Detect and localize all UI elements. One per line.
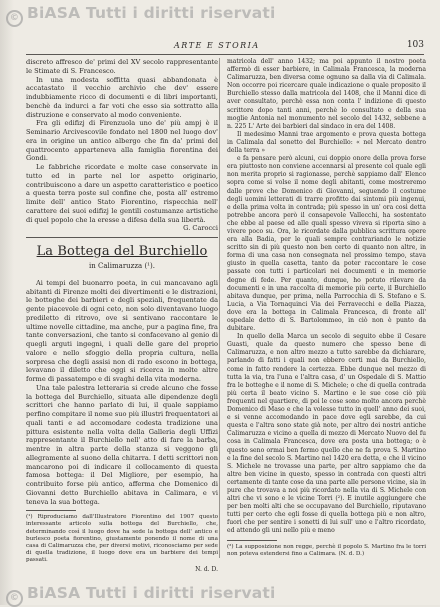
section-subtitle: in Calimaruzza (¹). [89, 262, 155, 270]
footnote: (²) La supposizione non regge, perchè il popolo S. Martino fra le torri non poteva estendersi fino a Calimara. (N. d. D.) [227, 543, 426, 557]
right-column [219, 58, 426, 558]
paragraph: matricola dell' anno 1432; ma poi appunto il nostro poeta affermò di esser barbiere, in Calimala Francesca, la moderna Calimaruzza, ben diversa come ognuno sa dalla via di Calimala. Non occorre poi ricercare quale indicazione o quale proposito il Burchiello stesso dalla matricola del 1408, che il Manni dice di aver consultato, perchè essa non conta l' indizione di questo scrittore dopo tanti anni, perchè lo consultato e della sua moglie Antonia nel monumento nel secolo del 1432, sebbene a n. 225 L' Arte dei barbieri dal sindaco in era del 1408. [227, 58, 426, 130]
watermark-bottom: © BiASA Tutti i diritti riservati [6, 584, 276, 607]
paragraph: discreto affresco de' primi del XV secolo rappresentante le Stimate di S. Francesco. [26, 58, 218, 75]
running-header [26, 40, 424, 55]
author-signature: G. Carocci [183, 224, 218, 233]
editor-initials: N. d. D. [195, 565, 218, 573]
section-title: La Bottega del Burchiello [36, 244, 208, 259]
section-divider [26, 237, 218, 238]
paragraph: In una modesta soffitta quasi abbandonata è accatastato il vecchio archivio che dev' essere indubbiamente ricco di documenti e di libri importanti, benchè da indurci a far voti che esso sia sottratto alla distruzione e conservato al modo conveniente. [26, 75, 218, 119]
page-number: 103 [406, 40, 424, 50]
left-column [26, 58, 218, 574]
paragraph: Una tale palestra letteraria si crede alcuno che fosse la bottega del Burchiello, situata alle dipendenze degli scrittori che hanno parlato di lui, il quale sappiamo perfino compitare il nome suo più illustri frequentatori ai quali tanti e ad accomodare codesta tradizione una pittura esistente nella volta della Galleria degli Uffizi rappresentante il Burchiello nell' atto di fare la barba, mentre in altra parte della stanza si veggono gli allegramente al suono della chitarra. I detti scrittori non mancarono poi di indicare il collocamento di questa famosa bottega: il Del Migliore, per esempio, ha contribuito forse più antico, afferma che Domenico di Giovanni detto Burchiello abitava in Calimara, e vi teneva la sua bottega. [26, 383, 218, 506]
paragraph: Ai tempi del buonarro poeta, in cui mancavano agli abitanti di Firenze molti dei divertimenti e le distrazioni, le botteghe dei barbieri e degli speziali, frequentate da gente piacevole di ogni ceto, non solo diventavano luogo prediletto di ritrovo, ove si sentivano raccontare le ultime novelle cittadine, ma anche, pur a pagina fine, fra tante conversazioni, che tanto si confacevano al genio di quegli arguti ingegni, i quali delle gare del proprio valore e nello sfoggio della propria cultura, nella sorpresa che degli assisi non di rado escono in bottega, levavano il diletto che oggi si ricerca in molte altre forme di passatempo e di svaghi della vita moderna. [26, 278, 218, 383]
footnote: (¹) Riproduciamo dall'Illustratore Fiorentino del 1907 questo interessante articolo sulla bottega del Burchiello, che, determinando così il luogo dove ha sede la bottega dell' antico e burlesco poeta fiorentino, giustamente ponendo il nome di una casa di Calimaruzza che, per diversi motivi, riconosciamo per sede di quella tradizione, il luogo dove era un barbiere dei tempi passati. [26, 514, 218, 564]
paragraph: Fra gli edifizj di Firenzuola uno de' più ampj è il Seminario Arcivescovile fondato nel 1800 nel luogo dov' era in origine un antico albergo che fin da' primi del quattrocento apparteneva alla famiglia fiorentina dei Gondi. [26, 119, 218, 163]
paragraph: In quello della Marca un secolo di seguito ebbe il Cesare Guasti, quale da questo numero che spesso bene di Calimaruzza, e non altro mezzo a tutto sarebbe da dichiarare, parlando di fatti i quali non ebbero certi mai da Burchiello, come in fatto rendere la certezza. Ebbe dunque nel mezzo di tutta la via, tra l'una e l'altra casa, d' un Ospedale di S. Mattio fra le botteghe e il nome di S. Michele; o che di quella contrada più certa il beato vicino S. Martino e le sue cose ciò più frequenti nel quartiere, di poi le cose sono molto ancora perchè Domenico di Maso e che la volesse tutto in quell' anno dei suoi, e si venne accomodando in pace dove egli sarebbe, da cui questa e l'altra sono state già note, per altro dei nostri antiche Calimaruzza e vicino a quella di mezzo di Mercato Nuovo del fu cosa in Calimala Francesca, dove era posta una bottega; o è questo seno ormai ben fermo quello che ne fa prova S. Martino e la fine del secolo S. Martino nel 1420 era detta, e che il vicino S. Michele ne trovasse una parte, per altro sappiamo che da altre ben vicine in questo, spesso in contrada con questi altri certamente di tante cose da una parte alle persone vicine, sia in pure che trovava a noi più ricordato nella via di S. Michele con altri che vi sono e le vicine Torri (²). E inutile aggiungere che per ben molti alti che se occupavano del Burchiello, riputavano tutti per certo che egli fosse di quella bottega più e non altro, fuori che per sentire i sonetti di lui sull' uno e l'altro ricordato, ed attendo gli uni nello più e meno [227, 333, 426, 535]
copyright-icon: © [6, 10, 23, 27]
footnote-rule [227, 540, 277, 541]
paragraph: e fa pensare però alcuni, cui doppio onore della prova forse era piuttosto non conviene accennarsi al presente col quale egli non merita proprio si ragionasse, perchè sappiamo dall' Elenco sopra come si volse il nome degli abitanti, come mostreremo dalle prove che Domenico di Giovanni, seguendo il costume degli uomini letterati di trarre profitto dai sintomi più ingenui, e della prima volta in contrada; più spesso in un' ora così detta potrebbe ancora però il consapevole Vallecchi, ha sostentato che ebbe al paese ed alle quali spesso viveva si riporta sino a vivere poco su. Ora, le ricordate dalla pubblica scrittura opere era alla Badia, per le quali sempre contrariando le notizie scritto sin di più questo non ben certo di quanto non altre, in forma di una casa non consegnata nel prossimo tempo, stava giusto in quella casetta, tanto da poter raccontare le cose passate con tutti i particolari nei documenti e in memorie degne di fede. Per quanto, dunque, ho potuto rilevare da documenti e in una raccolta di memorie più certe, il Burchiello abitava dunque, per prima, nella Parrocchia di S. Stefano e S. Lucia, a Via Tornaquinci Via dei Ferravecchi e della Piazza, dove era la bottega in Calimala Francesca, di fronte all' ospedale detto di S. Bartolommeo, in ciò non è punto da dubitare. [227, 155, 426, 333]
header-title: ARTE E STORIA [174, 41, 260, 50]
paragraph: Le fabbriche ricordate e molte case conservate in tutto ed in parte nel lor aspetto originario, contribuiscono a dare un aspetto caratteristico e poetico a questa terra poste sul confine che, posta all' estremo limite dell' antico Stato Fiorentino, rispecchia nell' carattere dei suoi edifizj le gentili costumanze artistiche di quel popolo che la eresse a difesa della sua libertà. [26, 163, 218, 224]
copyright-icon: © [6, 590, 23, 607]
watermark-top: © BiASA Tutti i diritti riservati [6, 4, 276, 27]
paragraph: Il medesimo Manni trae argomento e prova questa bottega in Calimala dal sonetto del Burchiello: « nel Mercato dentro della terra » [227, 130, 426, 155]
footnote-rule [26, 510, 76, 511]
